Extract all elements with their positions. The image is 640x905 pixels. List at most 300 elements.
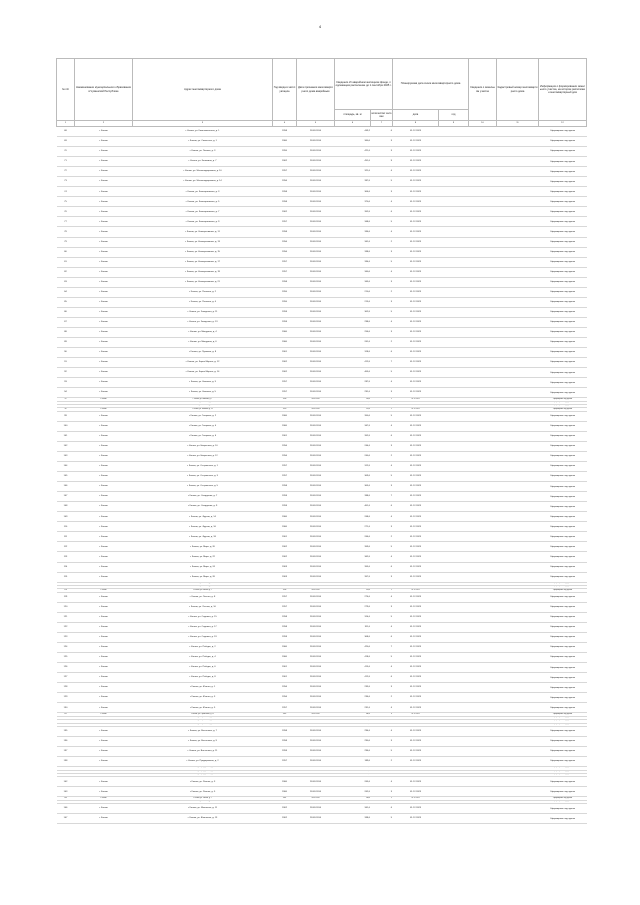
area-cell: 359,0 xyxy=(335,542,371,552)
municipality-cell: г. Канаш xyxy=(75,378,133,388)
demolition-year-cell xyxy=(439,572,469,582)
municipality-cell: г. Канаш xyxy=(75,653,133,663)
status-cell: Сформирован под здание xyxy=(539,277,587,287)
header-municipality: Наименование муниципального образования в Чувашской Республике xyxy=(75,59,133,121)
demolition-year-cell xyxy=(439,237,469,247)
status-cell: Сформирован под здание xyxy=(539,643,587,653)
demolition-date-cell: 01.12.2023 xyxy=(393,431,439,441)
municipality-cell: г. Канаш xyxy=(75,663,133,673)
row-number: 95 xyxy=(57,398,75,401)
year-cell: 1962 xyxy=(273,542,297,552)
column-number: 12 xyxy=(539,121,587,127)
row-number: 135 xyxy=(57,726,75,736)
land-cell xyxy=(469,643,497,653)
demolition-year-cell xyxy=(439,287,469,297)
year-cell: 1959 xyxy=(273,307,297,317)
column-number: 10 xyxy=(469,121,497,127)
area-cell: 298,0 xyxy=(335,317,371,327)
demolition-date-cell: 01.12.2023 xyxy=(393,723,439,726)
year-cell: 1960 xyxy=(273,643,297,653)
land-cell xyxy=(469,441,497,451)
row-number: 91 xyxy=(57,358,75,368)
year-cell: 1957 xyxy=(273,602,297,612)
address-cell: г. Канаш, ул. Кооперативная, д. 17 xyxy=(133,257,273,267)
residents-cell: 3 xyxy=(371,277,393,287)
area-cell: 415,0 xyxy=(335,663,371,673)
municipality-cell: г. Канаш xyxy=(75,217,133,227)
table-row xyxy=(57,502,587,512)
year-cell: 1955 xyxy=(273,586,297,589)
emergency-date-cell: 28.09.2014 xyxy=(297,358,335,368)
cadastre-cell xyxy=(497,622,539,632)
demolition-year-cell xyxy=(439,532,469,542)
land-cell xyxy=(469,472,497,482)
header-note: Информация о формировании земельного участка, на котором расположен многоквартирный дом xyxy=(539,59,587,121)
row-number: 107 xyxy=(57,492,75,502)
address-cell: г. Канаш, ул. Кооперативная, д. 11 xyxy=(133,227,273,237)
residents-cell: 4 xyxy=(371,726,393,736)
status-cell: Сформирован под здание xyxy=(539,147,587,157)
address-cell: г. Канаш, ул. Придорожная, д. 6 xyxy=(133,770,273,773)
demolition-date-cell: 01.12.2023 xyxy=(393,227,439,237)
demolition-date-cell: 01.12.2023 xyxy=(393,757,439,767)
table-row xyxy=(57,602,587,612)
row-number: 108 xyxy=(57,502,75,512)
emergency-date-cell: 28.09.2014 xyxy=(297,716,335,719)
residents-cell: 2 xyxy=(371,589,393,592)
land-cell xyxy=(469,612,497,622)
address-cell: г. Канаш, ул. Строителей, д. 14 xyxy=(133,716,273,719)
address-cell: г. Канаш, ул. Речная, д. 5 xyxy=(133,787,273,797)
table-row xyxy=(57,441,587,451)
demolition-year-cell xyxy=(439,703,469,713)
demolition-year-cell xyxy=(439,693,469,703)
demolition-date-cell: 01.12.2023 xyxy=(393,589,439,592)
row-number: 139 xyxy=(57,767,75,770)
address-cell: г. Канаш, ул. Победы, д. 6 xyxy=(133,663,273,673)
demolition-year-cell xyxy=(439,127,469,137)
emergency-date-cell: 28.09.2014 xyxy=(297,552,335,562)
area-cell: 190,0 xyxy=(335,773,371,776)
year-cell: 1958 xyxy=(273,227,297,237)
table-row xyxy=(57,482,587,492)
row-number: 80 xyxy=(57,247,75,257)
residents-cell: 5 xyxy=(371,612,393,622)
year-cell: 1960 xyxy=(273,337,297,347)
status-cell: Сформирован под здание xyxy=(539,157,587,167)
residents-cell: 6 xyxy=(371,431,393,441)
demolition-year-cell xyxy=(439,337,469,347)
demolition-date-cell: 01.12.2023 xyxy=(393,572,439,582)
address-cell: г. Канаш, ул. Железнодорожная, д. 14 xyxy=(133,177,273,187)
status-cell: Сформирован под здание xyxy=(539,586,587,589)
demolition-date-cell: 01.12.2023 xyxy=(393,297,439,307)
land-cell xyxy=(469,726,497,736)
row-number: 143 xyxy=(57,787,75,797)
residents-cell: 4 xyxy=(371,592,393,602)
table-row xyxy=(57,522,587,532)
residents-cell: 2 xyxy=(371,237,393,247)
emergency-date-cell: 28.09.2014 xyxy=(297,713,335,716)
emergency-date-cell: 28.09.2014 xyxy=(297,452,335,462)
municipality-cell: г. Канаш xyxy=(75,388,133,398)
row-number: 132 xyxy=(57,716,75,719)
land-cell xyxy=(469,247,497,257)
address-cell: г. Канаш, ул. Калинина, д. 7 xyxy=(133,157,273,167)
municipality-cell: г. Канаш xyxy=(75,804,133,814)
cadastre-cell xyxy=(497,492,539,502)
status-cell: Сформирован под здание xyxy=(539,431,587,441)
header-area: площадь, кв. м xyxy=(335,110,371,121)
demolition-year-cell xyxy=(439,267,469,277)
table-row xyxy=(57,368,587,378)
municipality-cell: г. Канаш xyxy=(75,267,133,277)
address-cell: г. Канаш, ул. Южная, д. 3 xyxy=(133,693,273,703)
status-cell: Сформирован под здание xyxy=(539,562,587,572)
emergency-date-cell: 28.09.2014 xyxy=(297,592,335,602)
status-cell: Сформирован под здание xyxy=(539,663,587,673)
emergency-date-cell: 28.09.2014 xyxy=(297,187,335,197)
demolition-year-cell xyxy=(439,612,469,622)
year-cell: 1956 xyxy=(273,452,297,462)
demolition-date-cell: 01.12.2023 xyxy=(393,804,439,814)
municipality-cell: г. Канаш xyxy=(75,747,133,757)
cadastre-cell xyxy=(497,431,539,441)
emergency-date-cell: 28.09.2014 xyxy=(297,405,335,408)
header-land: Сведения о земельном участке xyxy=(469,59,497,121)
table-row xyxy=(57,673,587,683)
status-cell: Сформирован под здание xyxy=(539,408,587,411)
table-row xyxy=(57,421,587,431)
emergency-date-cell: 28.09.2014 xyxy=(297,401,335,404)
year-cell: 1961 xyxy=(273,673,297,683)
land-cell xyxy=(469,502,497,512)
land-cell xyxy=(469,602,497,612)
year-cell: 1958 xyxy=(273,197,297,207)
emergency-housing-table xyxy=(56,58,587,824)
residents-cell: 6 xyxy=(371,673,393,683)
year-cell: 1960 xyxy=(273,787,297,797)
residents-cell: 2 xyxy=(371,757,393,767)
cadastre-cell xyxy=(497,207,539,217)
residents-cell: 5 xyxy=(371,472,393,482)
demolition-year-cell xyxy=(439,592,469,602)
municipality-cell: г. Канаш xyxy=(75,187,133,197)
area-cell: 380,0 xyxy=(335,713,371,716)
status-cell: Сформирован под здание xyxy=(539,532,587,542)
demolition-date-cell: 01.12.2023 xyxy=(393,317,439,327)
status-cell: Сформирован под здание xyxy=(539,207,587,217)
municipality-cell: г. Канаш xyxy=(75,257,133,267)
land-cell xyxy=(469,157,497,167)
page-number: 4 xyxy=(318,24,322,29)
year-cell: 1958 xyxy=(273,612,297,622)
municipality-cell: г. Канаш xyxy=(75,462,133,472)
table-row xyxy=(57,532,587,542)
residents-cell: 6 xyxy=(371,713,393,716)
municipality-cell: г. Канаш xyxy=(75,358,133,368)
year-cell: 1958 xyxy=(273,770,297,773)
municipality-cell: г. Канаш xyxy=(75,317,133,327)
emergency-date-cell: 28.09.2014 xyxy=(297,462,335,472)
land-cell xyxy=(469,552,497,562)
year-cell: 1963 xyxy=(273,720,297,723)
emergency-date-cell: 28.09.2014 xyxy=(297,726,335,736)
land-cell xyxy=(469,462,497,472)
demolition-date-cell: 01.12.2023 xyxy=(393,327,439,337)
municipality-cell: г. Канаш xyxy=(75,814,133,824)
land-cell xyxy=(469,147,497,157)
area-cell: 360,0 xyxy=(335,137,371,147)
residents-cell: 4 xyxy=(371,378,393,388)
emergency-date-cell: 28.09.2014 xyxy=(297,572,335,582)
demolition-year-cell xyxy=(439,277,469,287)
year-cell: 1957 xyxy=(273,703,297,713)
demolition-year-cell xyxy=(439,327,469,337)
demolition-year-cell xyxy=(439,643,469,653)
status-cell: Сформирован под здание xyxy=(539,757,587,767)
demolition-year-cell xyxy=(439,388,469,398)
area-cell: 341,0 xyxy=(335,237,371,247)
table-row xyxy=(57,297,587,307)
status-cell: Сформирован под здание xyxy=(539,127,587,137)
area-cell: 352,0 xyxy=(335,207,371,217)
demolition-year-cell xyxy=(439,726,469,736)
table-row xyxy=(57,512,587,522)
residents-cell: 3 xyxy=(371,247,393,257)
table-row xyxy=(57,147,587,157)
land-cell xyxy=(469,207,497,217)
residents-cell: 5 xyxy=(371,257,393,267)
row-number: 137 xyxy=(57,747,75,757)
emergency-date-cell: 28.09.2014 xyxy=(297,167,335,177)
emergency-date-cell: 28.09.2014 xyxy=(297,512,335,522)
demolition-year-cell xyxy=(439,622,469,632)
demolition-date-cell: 01.12.2023 xyxy=(393,441,439,451)
status-cell: Сформирован под здание xyxy=(539,747,587,757)
status-cell: Сформирован под здание xyxy=(539,482,587,492)
emergency-date-cell: 28.09.2014 xyxy=(297,267,335,277)
residents-cell: 2 xyxy=(371,408,393,411)
land-cell xyxy=(469,592,497,602)
table-row xyxy=(57,137,587,147)
demolition-year-cell xyxy=(439,358,469,368)
emergency-date-cell: 28.09.2014 xyxy=(297,773,335,776)
residents-cell: 2 xyxy=(371,532,393,542)
cadastre-cell xyxy=(497,512,539,522)
address-cell: г. Канаш, ул. Чапаева, д. 7 xyxy=(133,398,273,401)
residents-cell: 5 xyxy=(371,653,393,663)
residents-cell: 2 xyxy=(371,337,393,347)
area-cell: 412,0 xyxy=(335,673,371,683)
demolition-date-cell: 01.12.2023 xyxy=(393,592,439,602)
emergency-date-cell: 28.09.2014 xyxy=(297,602,335,612)
demolition-date-cell: 01.12.2023 xyxy=(393,673,439,683)
demolition-year-cell xyxy=(439,482,469,492)
address-cell: г. Канаш, ул. Мичурина, д. 4 xyxy=(133,327,273,337)
cadastre-cell xyxy=(497,592,539,602)
municipality-cell: г. Канаш xyxy=(75,572,133,582)
year-cell: 1962 xyxy=(273,814,297,824)
table-row xyxy=(57,572,587,582)
table-row xyxy=(57,157,587,167)
residents-cell: 4 xyxy=(371,777,393,787)
header-year: год xyxy=(439,110,469,121)
table-row xyxy=(57,348,587,358)
row-number: 97 xyxy=(57,405,75,408)
year-cell: 1956 xyxy=(273,589,297,592)
cadastre-cell xyxy=(497,147,539,157)
status-cell: Сформирован под здание xyxy=(539,227,587,237)
demolition-date-cell: 01.12.2023 xyxy=(393,472,439,482)
row-number: 96 xyxy=(57,401,75,404)
municipality-cell: г. Канаш xyxy=(75,770,133,773)
status-cell: Сформирован под здание xyxy=(539,317,587,327)
table-row xyxy=(57,411,587,421)
demolition-year-cell xyxy=(439,157,469,167)
year-cell: 1955 xyxy=(273,287,297,297)
status-cell: Сформирован под здание xyxy=(539,693,587,703)
area-cell: 210,0 xyxy=(335,287,371,297)
status-cell: Сформирован под здание xyxy=(539,441,587,451)
residents-cell: 7 xyxy=(371,492,393,502)
cadastre-cell xyxy=(497,217,539,227)
residents-cell: 4 xyxy=(371,512,393,522)
row-number: 145 xyxy=(57,800,75,803)
municipality-cell: г. Канаш xyxy=(75,411,133,421)
emergency-date-cell: 28.09.2014 xyxy=(297,411,335,421)
row-number: 142 xyxy=(57,777,75,787)
emergency-date-cell: 28.09.2014 xyxy=(297,177,335,187)
cadastre-cell xyxy=(497,348,539,358)
municipality-cell: г. Канаш xyxy=(75,408,133,411)
year-cell: 1961 xyxy=(273,663,297,673)
emergency-date-cell: 28.09.2014 xyxy=(297,800,335,803)
demolition-year-cell xyxy=(439,257,469,267)
status-cell: Сформирован под здание xyxy=(539,622,587,632)
row-number: 129 xyxy=(57,693,75,703)
demolition-date-cell: 01.12.2023 xyxy=(393,562,439,572)
municipality-cell: г. Канаш xyxy=(75,797,133,800)
demolition-year-cell xyxy=(439,378,469,388)
area-cell: 194,0 xyxy=(335,770,371,773)
address-cell: г. Канаш, ул. Фрунзе, д. 16 xyxy=(133,522,273,532)
emergency-date-cell: 28.09.2014 xyxy=(297,542,335,552)
residents-cell: 2 xyxy=(371,770,393,773)
year-cell: 1960 xyxy=(273,653,297,663)
municipality-cell: г. Канаш xyxy=(75,683,133,693)
status-cell: Сформирован под здание xyxy=(539,770,587,773)
row-number: 141 xyxy=(57,773,75,776)
cadastre-cell xyxy=(497,747,539,757)
address-cell: г. Канаш, ул. Кооперативная, д. 7 xyxy=(133,207,273,217)
year-cell: 1957 xyxy=(273,592,297,602)
address-cell: г. Канаш, ул. Чапаева, д. 9 xyxy=(133,401,273,404)
demolition-year-cell xyxy=(439,297,469,307)
area-cell: 305,0 xyxy=(335,482,371,492)
status-cell: Сформирован под здание xyxy=(539,612,587,622)
year-cell: 1959 xyxy=(273,492,297,502)
address-cell: г. Канаш, ул. Островского, д. 3 xyxy=(133,472,273,482)
status-cell: Сформирован под здание xyxy=(539,632,587,642)
area-cell: 294,0 xyxy=(335,726,371,736)
address-cell: г. Канаш, ул. Кооперативная, д. 5 xyxy=(133,197,273,207)
demolition-year-cell xyxy=(439,492,469,502)
table-row xyxy=(57,327,587,337)
address-cell: г. Канаш, ул. Гагарина, д. 2 xyxy=(133,411,273,421)
row-number: 89 xyxy=(57,337,75,347)
area-cell: 377,0 xyxy=(335,716,371,719)
demolition-year-cell xyxy=(439,683,469,693)
table-row xyxy=(57,187,587,197)
emergency-date-cell: 28.09.2014 xyxy=(297,663,335,673)
emergency-date-cell: 28.09.2014 xyxy=(297,197,335,207)
demolition-year-cell xyxy=(439,522,469,532)
cadastre-cell xyxy=(497,552,539,562)
address-cell: г. Канаш, ул. Ильича, д. 3 xyxy=(133,582,273,585)
residents-cell: 4 xyxy=(371,227,393,237)
demolition-year-cell xyxy=(439,502,469,512)
municipality-cell: г. Канаш xyxy=(75,157,133,167)
year-cell: 1962 xyxy=(273,713,297,716)
row-number: 71 xyxy=(57,157,75,167)
table-row xyxy=(57,622,587,632)
area-cell: 231,0 xyxy=(335,703,371,713)
status-cell: Сформирован под здание xyxy=(539,472,587,482)
year-cell: 1957 xyxy=(273,388,297,398)
residents-cell: 3 xyxy=(371,441,393,451)
area-cell: 283,0 xyxy=(335,398,371,401)
row-number: 92 xyxy=(57,368,75,378)
municipality-cell: г. Канаш xyxy=(75,612,133,622)
demolition-date-cell: 01.12.2023 xyxy=(393,653,439,663)
row-number: 78 xyxy=(57,227,75,237)
land-cell xyxy=(469,358,497,368)
address-cell: г. Канаш, ул. Свердлова, д. 7 xyxy=(133,492,273,502)
address-cell: г. Канаш, ул. Речная, д. 7 xyxy=(133,797,273,800)
header-commission-year: Год ввода в эксплуатацию xyxy=(273,59,297,121)
address-cell: г. Канаш, ул. Мира, д. 20 xyxy=(133,542,273,552)
demolition-year-cell xyxy=(439,137,469,147)
emergency-date-cell: 28.09.2014 xyxy=(297,777,335,787)
address-cell: г. Канаш, ул. Карла Маркса, д. 12 xyxy=(133,358,273,368)
cadastre-cell xyxy=(497,267,539,277)
emergency-date-cell: 28.09.2014 xyxy=(297,683,335,693)
row-number: 82 xyxy=(57,267,75,277)
emergency-date-cell: 28.09.2014 xyxy=(297,441,335,451)
demolition-date-cell: 01.12.2023 xyxy=(393,552,439,562)
residents-cell: 5 xyxy=(371,797,393,800)
residents-cell: 3 xyxy=(371,137,393,147)
cadastre-cell xyxy=(497,167,539,177)
column-number: 5 xyxy=(297,121,335,127)
demolition-year-cell xyxy=(439,757,469,767)
header-address: Адрес многоквартирного дома xyxy=(133,59,273,121)
area-cell: 311,0 xyxy=(335,622,371,632)
area-cell: 321,0 xyxy=(335,167,371,177)
table-row xyxy=(57,127,587,137)
residents-cell: 4 xyxy=(371,663,393,673)
row-number: 127 xyxy=(57,673,75,683)
area-cell: 236,0 xyxy=(335,693,371,703)
year-cell: 1960 xyxy=(273,421,297,431)
emergency-date-cell: 28.09.2014 xyxy=(297,492,335,502)
address-cell: г. Канаш, ул. Кооперативная, д. 9 xyxy=(133,217,273,227)
address-cell: г. Канаш, ул. Карла Маркса, д. 14 xyxy=(133,368,273,378)
year-cell: 1958 xyxy=(273,773,297,776)
emergency-date-cell: 28.09.2014 xyxy=(297,421,335,431)
address-cell: г. Канаш, ул. Полевая, д. 2 xyxy=(133,287,273,297)
